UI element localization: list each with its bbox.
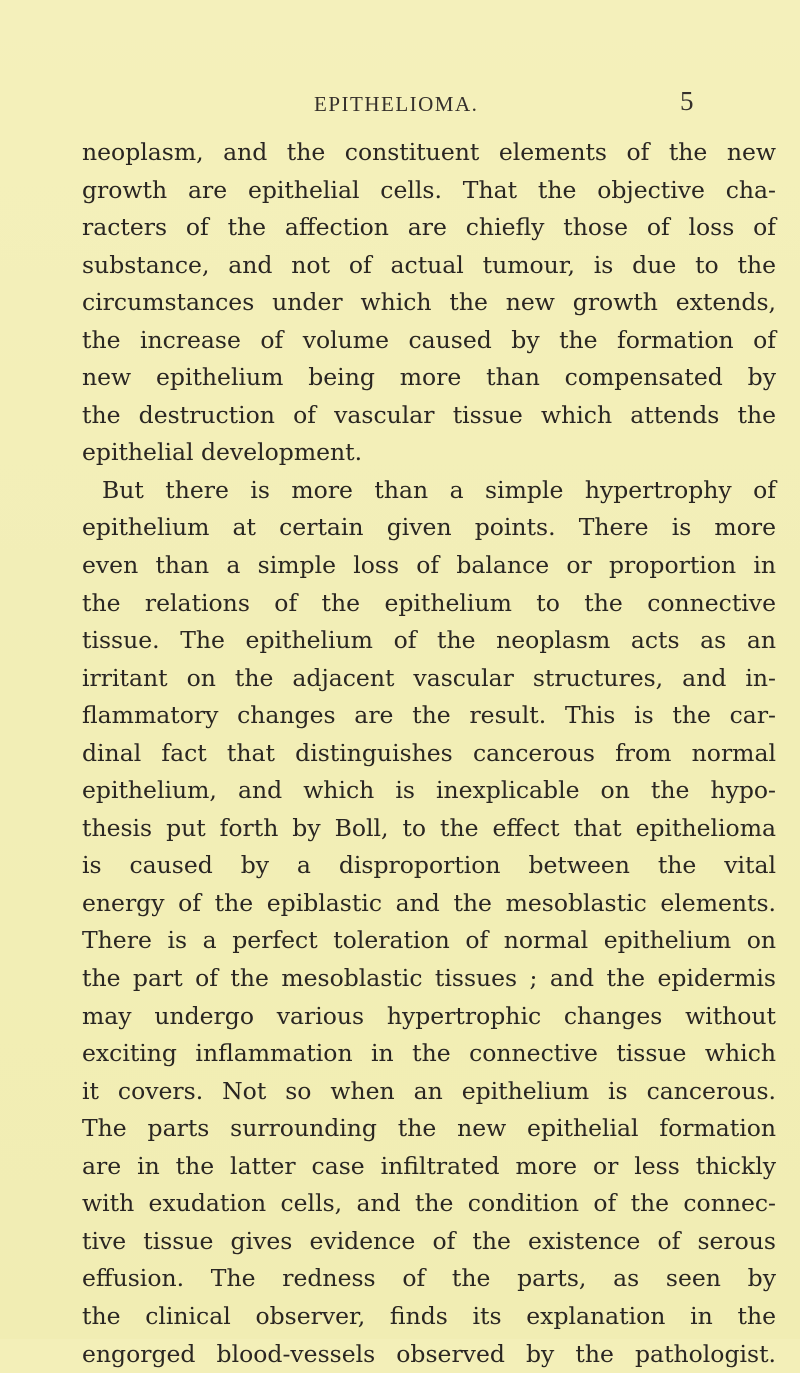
text-line: are in the latter case infiltrated more or less thickly	[82, 1148, 776, 1186]
text-line: tissue. The epithelium of the neoplasm acts as an	[82, 622, 776, 660]
text-line: substance, and not of actual tumour, is due to the	[82, 247, 776, 285]
text-line: epithelium, and which is inexplicable on the hypo-	[82, 772, 776, 810]
text-line: epithelial development.	[82, 434, 776, 472]
text-line: effusion. The redness of the parts, as seen by	[82, 1260, 776, 1298]
text-line: There is a perfect toleration of normal epithelium on	[82, 922, 776, 960]
text-line: it covers. Not so when an epithelium is cancerous.	[82, 1073, 776, 1111]
text-line: circumstances under which the new growth extends,	[82, 284, 776, 322]
text-line: new epithelium being more than compensated by	[82, 359, 776, 397]
text-line: exciting inflammation in the connective tissue which	[82, 1035, 776, 1073]
text-line: the increase of volume caused by the formation of	[82, 322, 776, 360]
page-number: 5	[680, 86, 694, 117]
text-line: the part of the mesoblastic tissues ; and the epidermis	[82, 960, 776, 998]
text-line: energy of the epiblastic and the mesoblastic elements.	[82, 885, 776, 923]
text-line: tive tissue gives evidence of the existence of serous	[82, 1223, 776, 1261]
body-text	[82, 134, 776, 1373]
text-line: neoplasm, and the constituent elements of the new	[82, 134, 776, 172]
text-line: dinal fact that distinguishes cancerous from normal	[82, 735, 776, 773]
text-line: may undergo various hypertrophic changes without	[82, 998, 776, 1036]
text-line: epithelium at certain given points. There is more	[82, 509, 776, 547]
text-line: irritant on the adjacent vascular structures, and in-	[82, 660, 776, 698]
text-line: is caused by a disproportion between the vital	[82, 847, 776, 885]
text-line: growth are epithelial cells. That the objective cha-	[82, 172, 776, 210]
page-header	[0, 92, 800, 122]
text-line: with exudation cells, and the condition of the connec-	[82, 1185, 776, 1223]
text-line: even than a simple loss of balance or proportion in	[82, 547, 776, 585]
text-line: The parts surrounding the new epithelial formation	[82, 1110, 776, 1148]
text-line: flammatory changes are the result. This is the car-	[82, 697, 776, 735]
text-line: the clinical observer, finds its explanation in the	[82, 1298, 776, 1336]
text-line: engorged blood-vessels observed by the pathologist.	[82, 1336, 776, 1373]
running-title: EPITHELIOMA.	[314, 92, 478, 117]
text-line: the relations of the epithelium to the connective	[82, 585, 776, 623]
text-line: racters of the affection are chiefly those of loss of	[82, 209, 776, 247]
text-line: thesis put forth by Boll, to the effect that epithelioma	[82, 810, 776, 848]
paragraph-start-line: But there is more than a simple hypertrophy of	[82, 472, 776, 510]
text-line: the destruction of vascular tissue which attends the	[82, 397, 776, 435]
